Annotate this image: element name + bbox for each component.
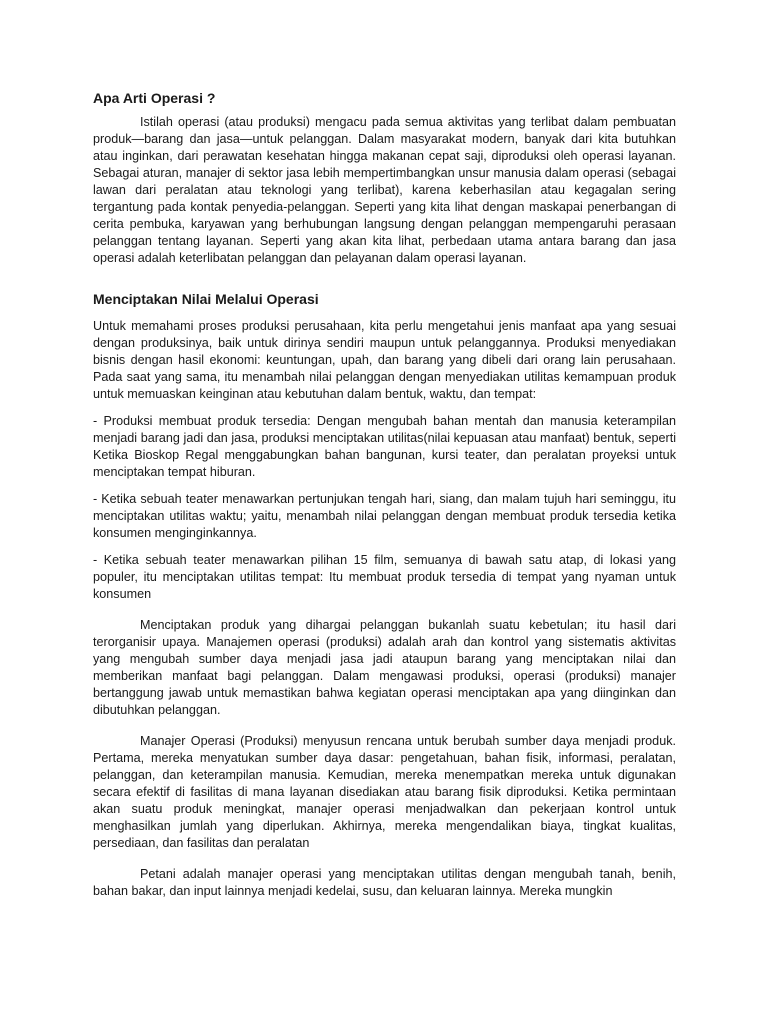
section-heading-operasi: Apa Arti Operasi ? xyxy=(93,90,216,106)
bullet-utilitas-waktu: - Ketika sebuah teater menawarkan pertunjukan tengah hari, siang, dan malam tujuh hari seminggu, itu menciptakan utilitas waktu; yaitu, menambah nilai pelanggan dengan membuat produk tersedia ketika konsumen menginginkannya. xyxy=(93,492,676,540)
paragraph-manajemen-operasi: Menciptakan produk yang dihargai pelanggan bukanlah suatu kebetulan; itu hasil dari terorganisir upaya. Manajemen operasi (produksi) adalah arah dan kontrol yang sistematis aktivitas yang mengubah sumber daya menjadi jasa jadi ataupun barang yang menciptakan nilai dan memberikan manfaat bagi pelanggan. Dalam mengawasi produksi, operasi (produksi) manajer bertanggung jawab untuk memastikan bahwa kegiatan operasi menciptakan apa yang diinginkan dan dibutuhkan pelanggan. xyxy=(93,618,676,717)
paragraph-manajer-operasi: Manajer Operasi (Produksi) menyusun rencana untuk berubah sumber daya menjadi produk. Pertama, mereka menyatukan sumber daya dasar: pengetahuan, bahan fisik, informasi, peralatan, pelanggan, dan keterampilan manusia. Kemudian, mereka menempatkan mereka untuk digunakan secara efektif di fasilitas di mana layanan disediakan atau barang fisik diproduksi. Ketika permintaan akan suatu produk meningkat, manajer operasi menjadwalkan dan pekerjaan kontrol untuk menghasilkan jumlah yang diperlukan. Akhirnya, mereka mengendalikan biaya, tingkat kualitas, persediaan, dan fasilitas dan peralatan xyxy=(93,734,676,850)
bullet-utilitas-tempat: - Ketika sebuah teater menawarkan pilihan 15 film, semuanya di bawah satu atap, di lokasi yang populer, itu menciptakan utilitas tempat: Itu membuat produk tersedia di tempat yang nyaman untuk konsumen xyxy=(93,553,676,601)
bullet-utilitas-bentuk: - Produksi membuat produk tersedia: Dengan mengubah bahan mentah dan manusia keterampilan menjadi barang jadi dan jasa, produksi menciptakan utilitas(nilai kepuasan atau manfaat) bentuk, seperti Ketika Bioskop Regal menggabungkan bahan bangunan, kursi teater, dan peralatan proyeksi untuk menciptakan tempat hiburan. xyxy=(93,414,676,479)
paragraph-petani: Petani adalah manajer operasi yang menciptakan utilitas dengan mengubah tanah, benih, bahan bakar, dan input lainnya menjadi kedelai, susu, dan keluaran lainnya. Mereka mungkin xyxy=(93,867,676,898)
section-heading-nilai: Menciptakan Nilai Melalui Operasi xyxy=(93,291,319,307)
paragraph-operasi: Istilah operasi (atau produksi) mengacu pada semua aktivitas yang terlibat dalam pembuatan produk—barang dan jasa—untuk pelanggan. Dalam masyarakat modern, banyak dari kita butuhkan atau inginkan, dari perawatan kesehatan hingga makanan cepat saji, diproduksi oleh operasi layanan. Sebagai aturan, manajer di sektor jasa lebih mempertimbangkan unsur manusia dalam operasi (sebagai lawan dari peralatan atau teknologi yang terlibat), karena keberhasilan atau kegagalan sering tergantung pada kontak penyedia-pelanggan. Seperti yang kita lihat dengan maskapai penerbangan di cerita pembuka, karyawan yang berhubungan langsung dengan pelanggan mempengaruhi perasaan pelanggan tentang layanan. Seperti yang akan kita lihat, perbedaan utama antara barang dan jasa operasi adalah keterlibatan pelanggan dan pelayanan dalam operasi layanan. xyxy=(93,115,676,265)
paragraph-intro: Untuk memahami proses produksi perusahaan, kita perlu mengetahui jenis manfaat apa yang sesuai dengan produksinya, baik untuk dirinya sendiri maupun untuk pelanggannya. Produksi menyediakan bisnis dengan hasil ekonomi: keuntungan, upah, dan barang yang dibeli dari orang lain perusahaan. Pada saat yang sama, itu menambah nilai pelanggan dengan menyediakan utilitas kemampuan produk untuk memuaskan keinginan atau kebutuhan dalam bentuk, waktu, dan tempat: xyxy=(93,319,676,401)
